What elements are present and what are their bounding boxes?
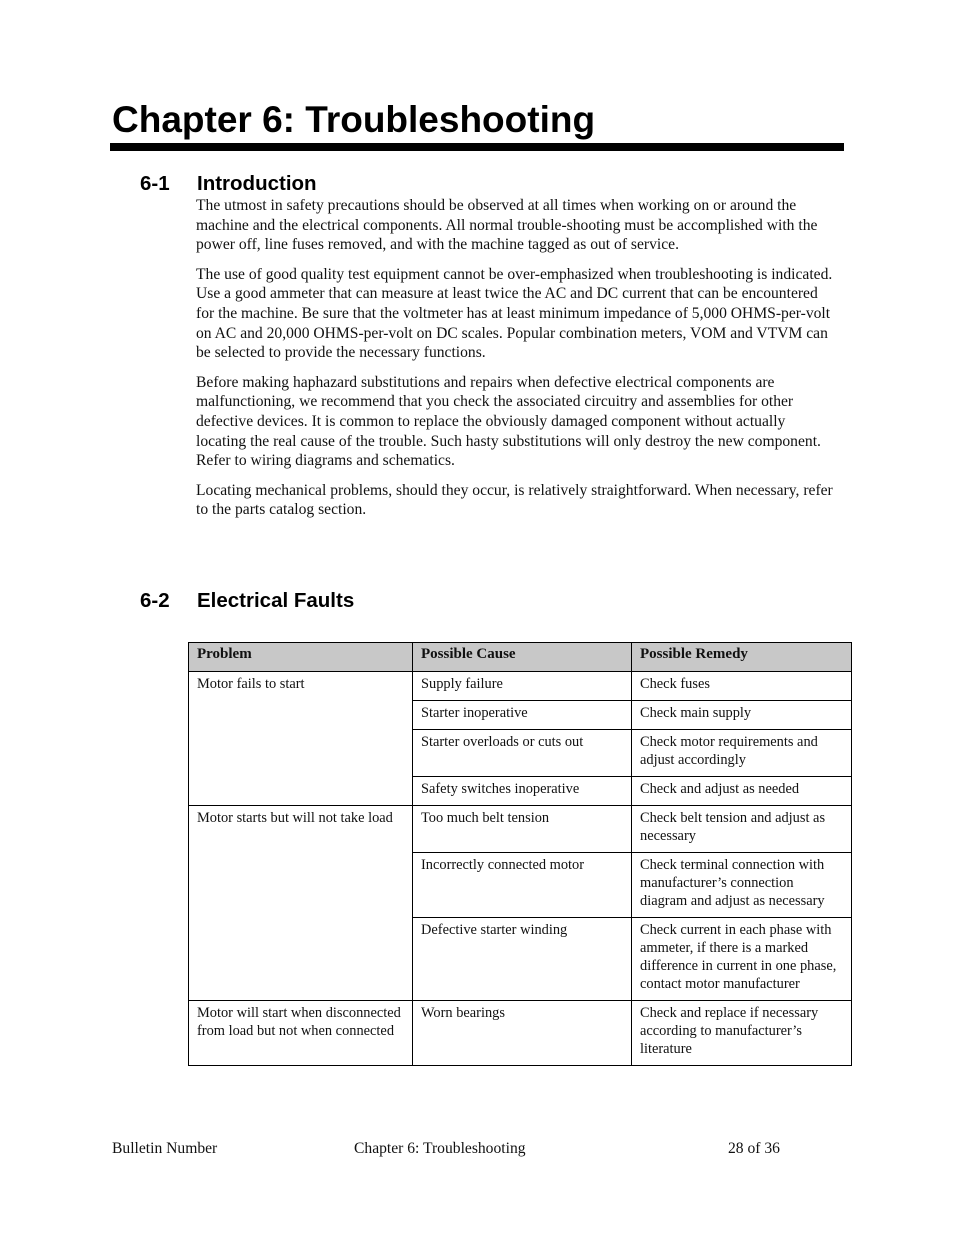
header-possible-cause: Possible Cause xyxy=(413,643,632,672)
problem-cell: Motor starts but will not take load xyxy=(189,806,413,1001)
problem-cell: Motor fails to start xyxy=(189,672,413,806)
section-number: 6-2 xyxy=(140,589,170,612)
paragraph: Before making haphazard substitutions and repairs when defective electrical components are malfunctioning, we recommend that you check the associated circuitry and assemblies for other defective devices. It is common to replace the obviously damaged component without actually locating the real cause of the trouble. Such hasty substitutions will only destroy the new component. Refer to wiring diagrams and schematics. xyxy=(196,373,821,470)
cause-cell: Defective starter winding xyxy=(413,918,632,1001)
remedy-cell: Check motor requirements and adjust accordingly xyxy=(632,730,852,777)
header-problem: Problem xyxy=(189,643,413,672)
remedy-cell: Check main supply xyxy=(632,701,852,730)
section-number: 6-1 xyxy=(140,172,170,195)
cause-cell: Incorrectly connected motor xyxy=(413,853,632,918)
section-heading-electrical-faults xyxy=(140,589,354,613)
paragraph: The use of good quality test equipment cannot be over-emphasized when troubleshooting is indicated. Use a good ammeter that can measure at least twice the AC and DC current that can be encountered for the machine. Be sure that the voltmeter has at least minimum impedance of 5,000 OHMS-per-volt on AC and 20,000 OHMS-per-volt on DC scales. Popular combination meters, VOM and VTVM can be selected to provide the necessary functions. xyxy=(196,265,833,362)
problem-cell: Motor will start when disconnected from load but not when connected xyxy=(189,1001,413,1066)
remedy-cell: Check belt tension and adjust as necessary xyxy=(632,806,852,853)
remedy-cell: Check fuses xyxy=(632,672,852,701)
table-row xyxy=(189,1001,852,1066)
remedy-cell: Check terminal connection with manufacturer’s connection diagram and adjust as necessary xyxy=(632,853,852,918)
remedy-cell: Check and adjust as needed xyxy=(632,777,852,806)
cause-cell: Supply failure xyxy=(413,672,632,701)
cause-cell: Too much belt tension xyxy=(413,806,632,853)
remedy-cell: Check and replace if necessary according to manufacturer’s literature xyxy=(632,1001,852,1066)
chapter-title: Chapter 6: Troubleshooting xyxy=(112,99,596,140)
header-possible-remedy: Possible Remedy xyxy=(632,643,852,672)
cause-cell: Worn bearings xyxy=(413,1001,632,1066)
section-title: Introduction xyxy=(197,172,317,195)
footer-chapter-title: Chapter 6: Troubleshooting xyxy=(354,1140,526,1157)
footer-bulletin-number: Bulletin Number xyxy=(112,1140,218,1157)
section-title: Electrical Faults xyxy=(197,589,355,612)
introduction-body xyxy=(196,196,836,530)
paragraph: Locating mechanical problems, should they occur, is relatively straightforward. When necessary, refer to the parts catalog section. xyxy=(196,481,833,519)
paragraph: The utmost in safety precautions should be observed at all times when working on or around the machine and the electrical components. All normal trouble-shooting must be accomplished with the power off, line fuses removed, and with the machine tagged as out of service. xyxy=(196,197,818,254)
table-header-row xyxy=(189,643,852,672)
cause-cell: Starter inoperative xyxy=(413,701,632,730)
chapter-title-rule xyxy=(110,143,844,151)
table-row xyxy=(189,806,852,853)
cause-cell: Safety switches inoperative xyxy=(413,777,632,806)
cause-cell: Starter overloads or cuts out xyxy=(413,730,632,777)
table-row xyxy=(189,672,852,701)
footer-page-number: 28 of 36 xyxy=(728,1140,780,1157)
electrical-faults-table xyxy=(188,642,852,1066)
remedy-cell: Check current in each phase with ammeter, if there is a marked difference in current in one phase, contact motor manufacturer xyxy=(632,918,852,1001)
section-heading-introduction xyxy=(140,172,317,196)
